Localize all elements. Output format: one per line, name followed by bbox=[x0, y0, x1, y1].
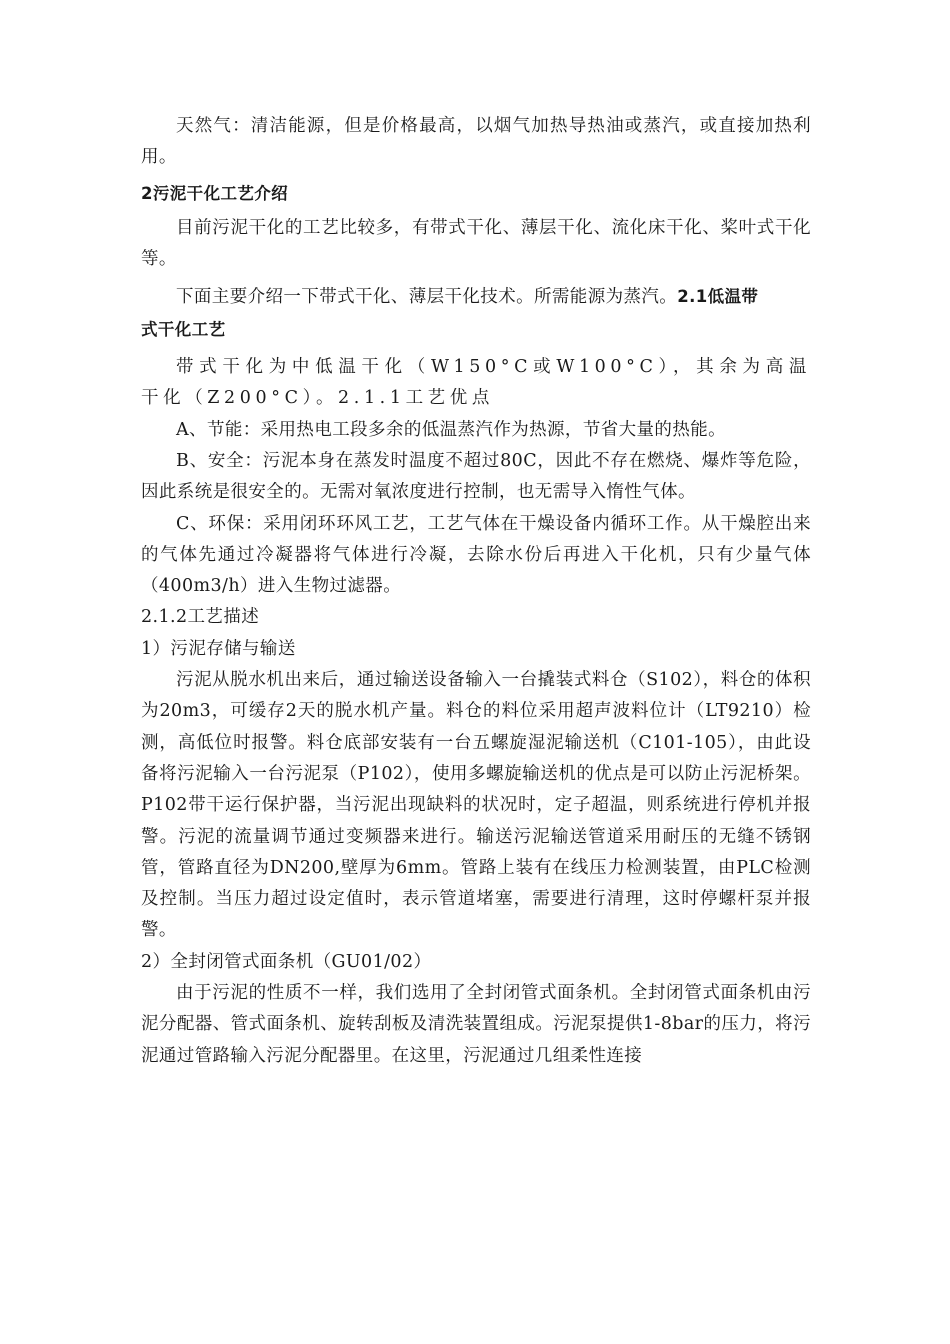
paragraph-natural-gas: 天然气：清洁能源，但是价格最高，以烟气加热导热油或蒸汽，或直接加热利用。 bbox=[141, 116, 811, 168]
paragraph-main-intro-text: 下面主要介绍一下带式干化、薄层干化技术。所需能源为蒸汽。 bbox=[176, 287, 678, 308]
document-body bbox=[141, 111, 811, 1072]
paragraph-storage-transport: 污泥从脱水机出来后，通过输送设备输入一台撬装式料仓（S102），料仓的体积为20m3，可缓存2天的脱水机产量。料仓的料位采用超声波料位计（LT9210）检测，高低位时报警。料仓底部安装有一台五螺旋湿泥输送机（C101-105），由此设备将污泥输入一台污泥泵（P102），使用多螺旋输送机的优点是可以防止污泥桥架。P102带干运行保护器，当污泥出现缺料的状况时，定子超温，则系统进行停机并报警。污泥的流量调节通过变频器来进行。输送污泥输送管道采用耐压的无缝不锈钢管，管路直径为DN200,壁厚为6mm。管路上装有在线压力检测装置，由PLC检测及控制。当压力超过设定值时，表示管道堵塞，需要进行清理，这时停螺杆泵并报警。 bbox=[141, 670, 811, 941]
paragraph-environment: C、环保：采用闭环环风工艺，工艺气体在干燥设备内循环工作。从干燥腔出来的气体先通过冷凝器将气体进行冷凝，去除水份后再进入干化机，只有少量气体（400m3/h）进入生物过滤器。 bbox=[141, 513, 811, 597]
subsection-heading-low-temp-belt-a: 2.1低温带 bbox=[677, 287, 759, 307]
paragraph-drying-processes: 目前污泥干化的工艺比较多，有带式干化、薄层干化、流化床干化、桨叶式干化等。 bbox=[141, 217, 811, 270]
section-heading-sludge-drying: 2污泥干化工艺介绍 bbox=[141, 183, 289, 203]
paragraph-main-intro bbox=[141, 281, 811, 346]
list-heading-noodle-machine: 2）全封闭管式面条机（GU01/02） bbox=[141, 951, 432, 972]
subsection-heading-low-temp-belt-b: 式干化工艺 bbox=[141, 319, 226, 339]
subsection-heading-process-description: 2.1.2工艺描述 bbox=[141, 607, 260, 628]
paragraph-noodle-machine: 由于污泥的性质不一样，我们选用了全封闭管式面条机。全封闭管式面条机由污泥分配器、管式面条机、旋转刮板及清洗装置组成。污泥泵提供1-8bar的压力，将污泥通过管路输入污泥分配器里。在这里，污泥通过几组柔性连接 bbox=[141, 983, 811, 1066]
list-heading-storage-transport: 1）污泥存储与输送 bbox=[141, 638, 296, 659]
paragraph-safety: B、安全：污泥本身在蒸发时温度不超过80C，因此不存在燃烧、爆炸等危险，因此系统是很安全的。无需对氧浓度进行控制，也无需导入惰性气体。 bbox=[141, 450, 811, 503]
paragraph-energy-saving: A、节能：采用热电工段多余的低温蒸汽作为热源，节省大量的热能。 bbox=[176, 419, 727, 440]
paragraph-belt-drying-temps: 带式干化为中低温干化（W150°C或W100°C），其余为高温干化（Z200°C）。2.1.1工艺优点 bbox=[141, 357, 811, 409]
